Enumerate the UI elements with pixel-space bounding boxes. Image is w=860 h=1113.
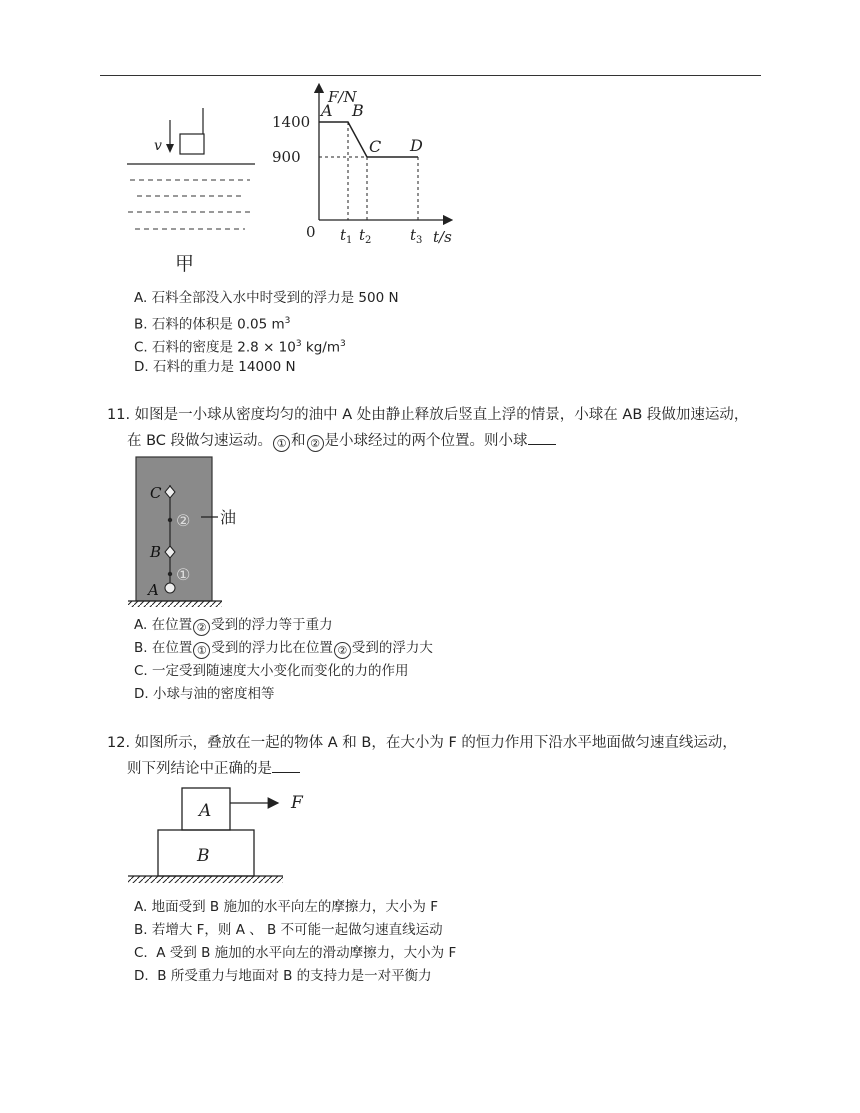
q11-option-d: D. 小球与油的密度相等 — [134, 686, 275, 702]
figure-jia — [120, 100, 265, 275]
point-label-a: A — [321, 101, 333, 120]
q12-option-c: C. A 受到 B 施加的水平向左的滑动摩擦力，大小为 F — [134, 945, 457, 961]
label-c: C — [150, 484, 162, 502]
q11-option-c: C. 一定受到随速度大小变化而变化的力的作用 — [134, 663, 409, 679]
q12-option-b: B. 若增大 F，则 A 、 B 不可能一起做匀速直线运动 — [134, 922, 443, 938]
block-a-label: A — [199, 801, 212, 821]
figure-blocks — [125, 783, 325, 893]
answer-blank[interactable] — [272, 758, 300, 773]
q10-option-c: C. 石料的密度是 $2.8 \times 10^3$ $kg/m^3$ — [134, 339, 346, 356]
y-axis-label: F/N — [328, 88, 357, 106]
y-tick-label: 1400 — [272, 113, 311, 131]
q11-option-b: B. 在位置 ① 受到的浮力比在位置 ② 受到的浮力大 — [134, 640, 433, 657]
figure-oil-column — [122, 455, 262, 610]
q11-stem-line1: 11. 如图是一小球从密度均匀的油中 A 处由静止释放后竖直上浮的情景，小球在 AB 段做加速运动， — [107, 407, 749, 423]
q12-option-a: A. 地面受到 B 施加的水平向左的摩擦力，大小为 F — [134, 899, 438, 915]
point-label-b: B — [352, 101, 364, 120]
origin-label: 0 — [306, 223, 316, 241]
y-tick-label: 900 — [272, 148, 301, 166]
v-label: v — [154, 138, 162, 154]
figure-yi-chart — [268, 82, 468, 282]
x-tick-label: $t_3$ — [410, 226, 423, 246]
position-2: ② — [176, 511, 191, 530]
q10-option-b: B. 石料的体积是 0.05 $m^3$ — [134, 316, 291, 333]
force-f-label: F — [291, 793, 303, 813]
answer-blank[interactable] — [528, 430, 556, 445]
x-tick-label: $t_1$ — [340, 226, 353, 246]
label-b: B — [150, 543, 162, 561]
q12-stem-line1: 12. 如图所示，叠放在一起的物体 A 和 B，在大小为 F 的恒力作用下沿水平地面做匀速直线运动， — [107, 735, 737, 751]
position-1: ① — [176, 565, 191, 584]
q12-option-d: D. B 所受重力与地面对 B 的支持力是一对平衡力 — [134, 968, 432, 984]
x-tick-label: $t_2$ — [359, 226, 372, 246]
q11-stem-line2: 在 BC 段做匀速运动。 ① 和 ② 是小球经过的两个位置。则小球 — [127, 430, 556, 452]
q10-option-d: D. 石料的重力是 14000 N — [134, 359, 296, 375]
q11-option-a: A. 在位置 ② 受到的浮力等于重力 — [134, 617, 333, 634]
jia-label: 甲 — [175, 253, 195, 275]
header-rule — [100, 75, 761, 76]
oil-label: 油 — [220, 508, 237, 527]
label-a: A — [148, 581, 159, 599]
q12-stem-line2: 则下列结论中正确的是 — [127, 758, 300, 779]
point-label-c: C — [369, 137, 382, 156]
point-label-d: D — [410, 136, 423, 155]
block-b-label: B — [197, 846, 210, 866]
q10-option-a: A. 石料全部没入水中时受到的浮力是 500 N — [134, 290, 399, 306]
x-axis-label: t/s — [433, 228, 452, 246]
